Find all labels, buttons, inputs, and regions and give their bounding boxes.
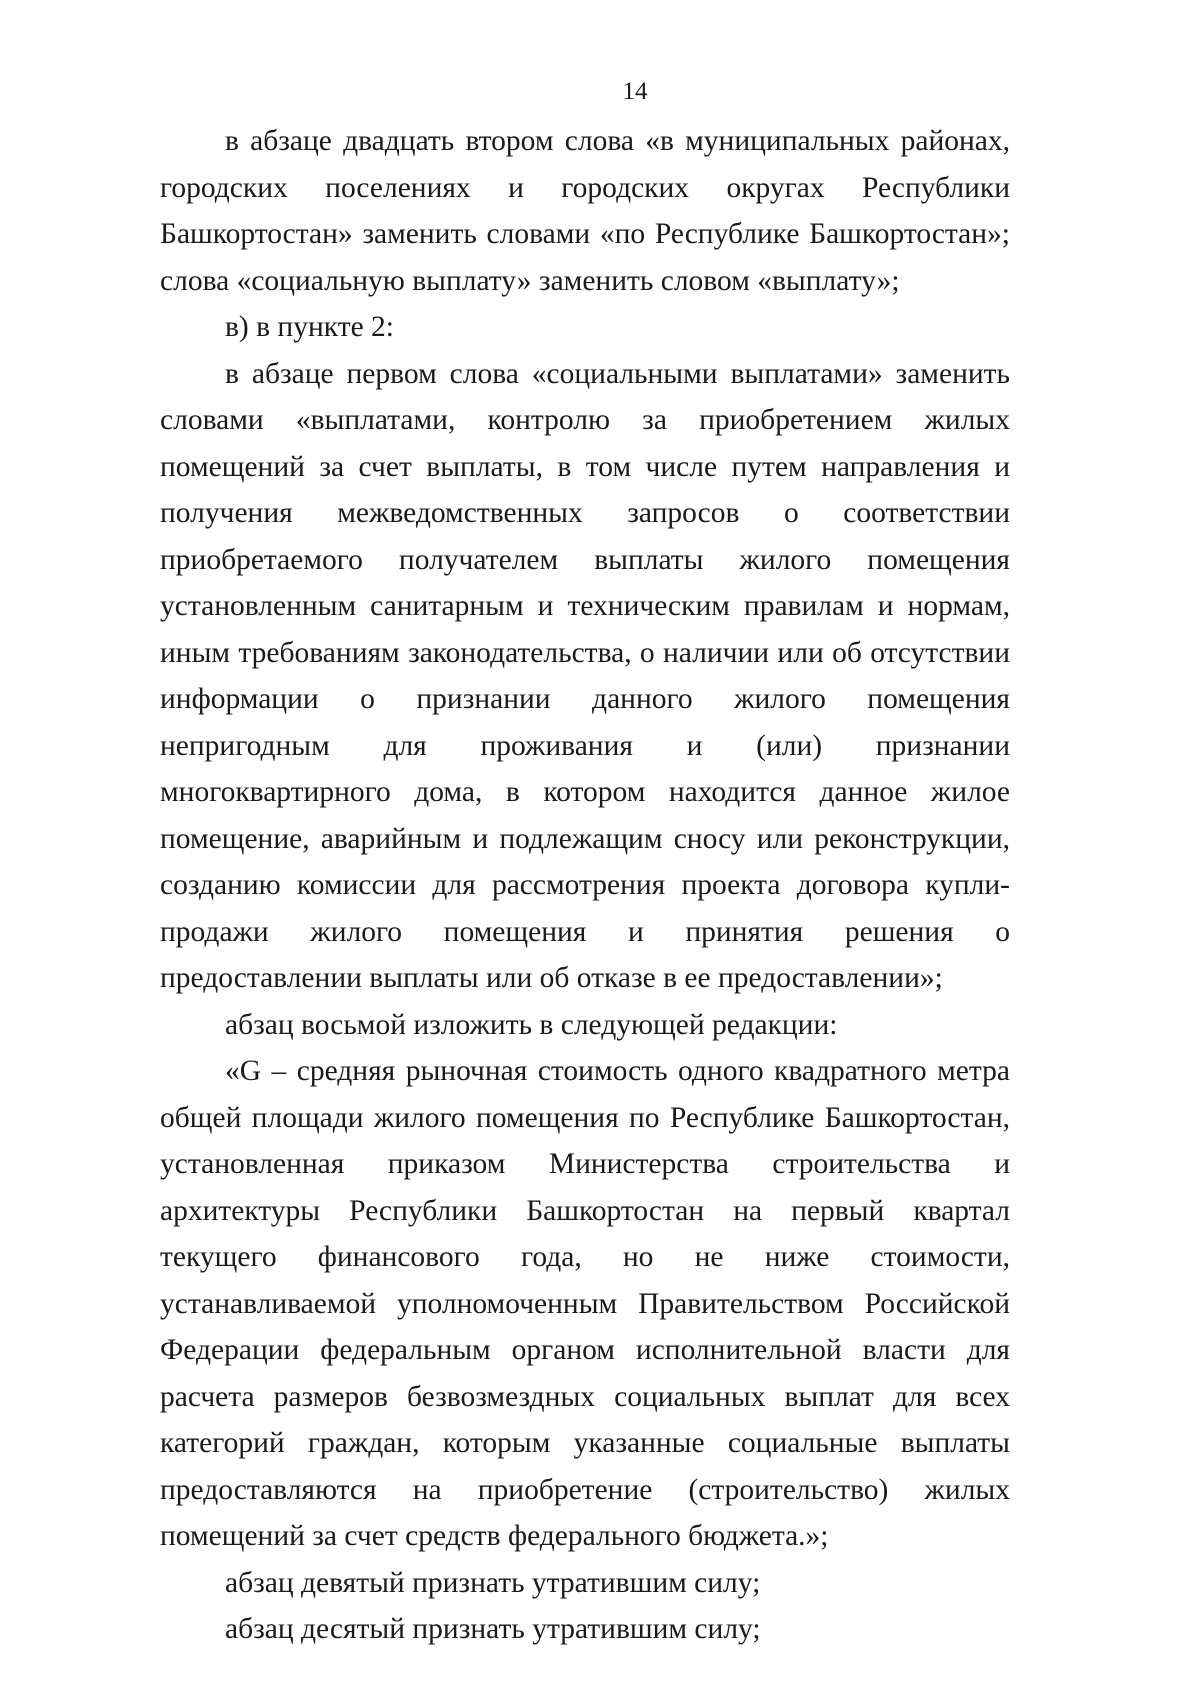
paragraph-abzac-devyatyj: абзац девятый признать утратившим силу; — [225, 1566, 761, 1599]
paragraph-punkt-2: в) в пункте 2: — [225, 311, 395, 343]
paragraph-g-definition: «G – средняя рыночная стоимость одного квадратного метра общей площади жилого помещения по Республике Башкортостан, установленная приказом Министерства строительства и архитектуры Республики Башкортостан на первый квартал текущего финансового года, но не ниже стоимости, устанавливаемой уполномоченным Правительством Российской Федерации федеральным органом исполнительной власти для расчета размеров безвозмездных социальных выплат для всех категорий граждан, которым указанные социальные выплаты предоставляются на приобретение (строительство) жилых помещений за счет средств федерального бюджета.»; — [160, 1055, 1010, 1552]
document-body — [160, 118, 1010, 1653]
paragraph-abzac-vosmoj: абзац восьмой изложить в следующей редакции: — [225, 1008, 838, 1041]
paragraph-abzac-desyatyj: абзац десятый признать утратившим силу; — [225, 1613, 761, 1645]
page-number: 14 — [622, 78, 648, 105]
paragraph-abzac-pervyj: в абзаце первом слова «социальными выплатами» заменить словами «выплатами, контролю за приобретением жилых помещений за счет выплаты, в том числе путем направления и получения межведомственных запросов о соответствии приобретаемого получателем выплаты жилого помещения установленным санитарным и техническим правилам и нормам, иным требованиям законодательства, о наличии или об отсутствии информации о признании данного жилого помещения непригодным для проживания и (или) признании многоквартирного дома, в котором находится данное жилое помещение, аварийным и подлежащим сносу или реконструкции, созданию комиссии для рассмотрения проекта договора купли-продажи жилого помещения и принятия решения о предоставлении выплаты или об отказе в ее предоставлении»; — [160, 357, 1010, 994]
paragraph-abzac-22: в абзаце двадцать втором слова «в муниципальных районах, городских поселениях и городских округах Республики Башкортостан» заменить словами «по Республике Башкортостан»; слова «социальную выплату» заменить словом «выплату»; — [160, 125, 1010, 297]
